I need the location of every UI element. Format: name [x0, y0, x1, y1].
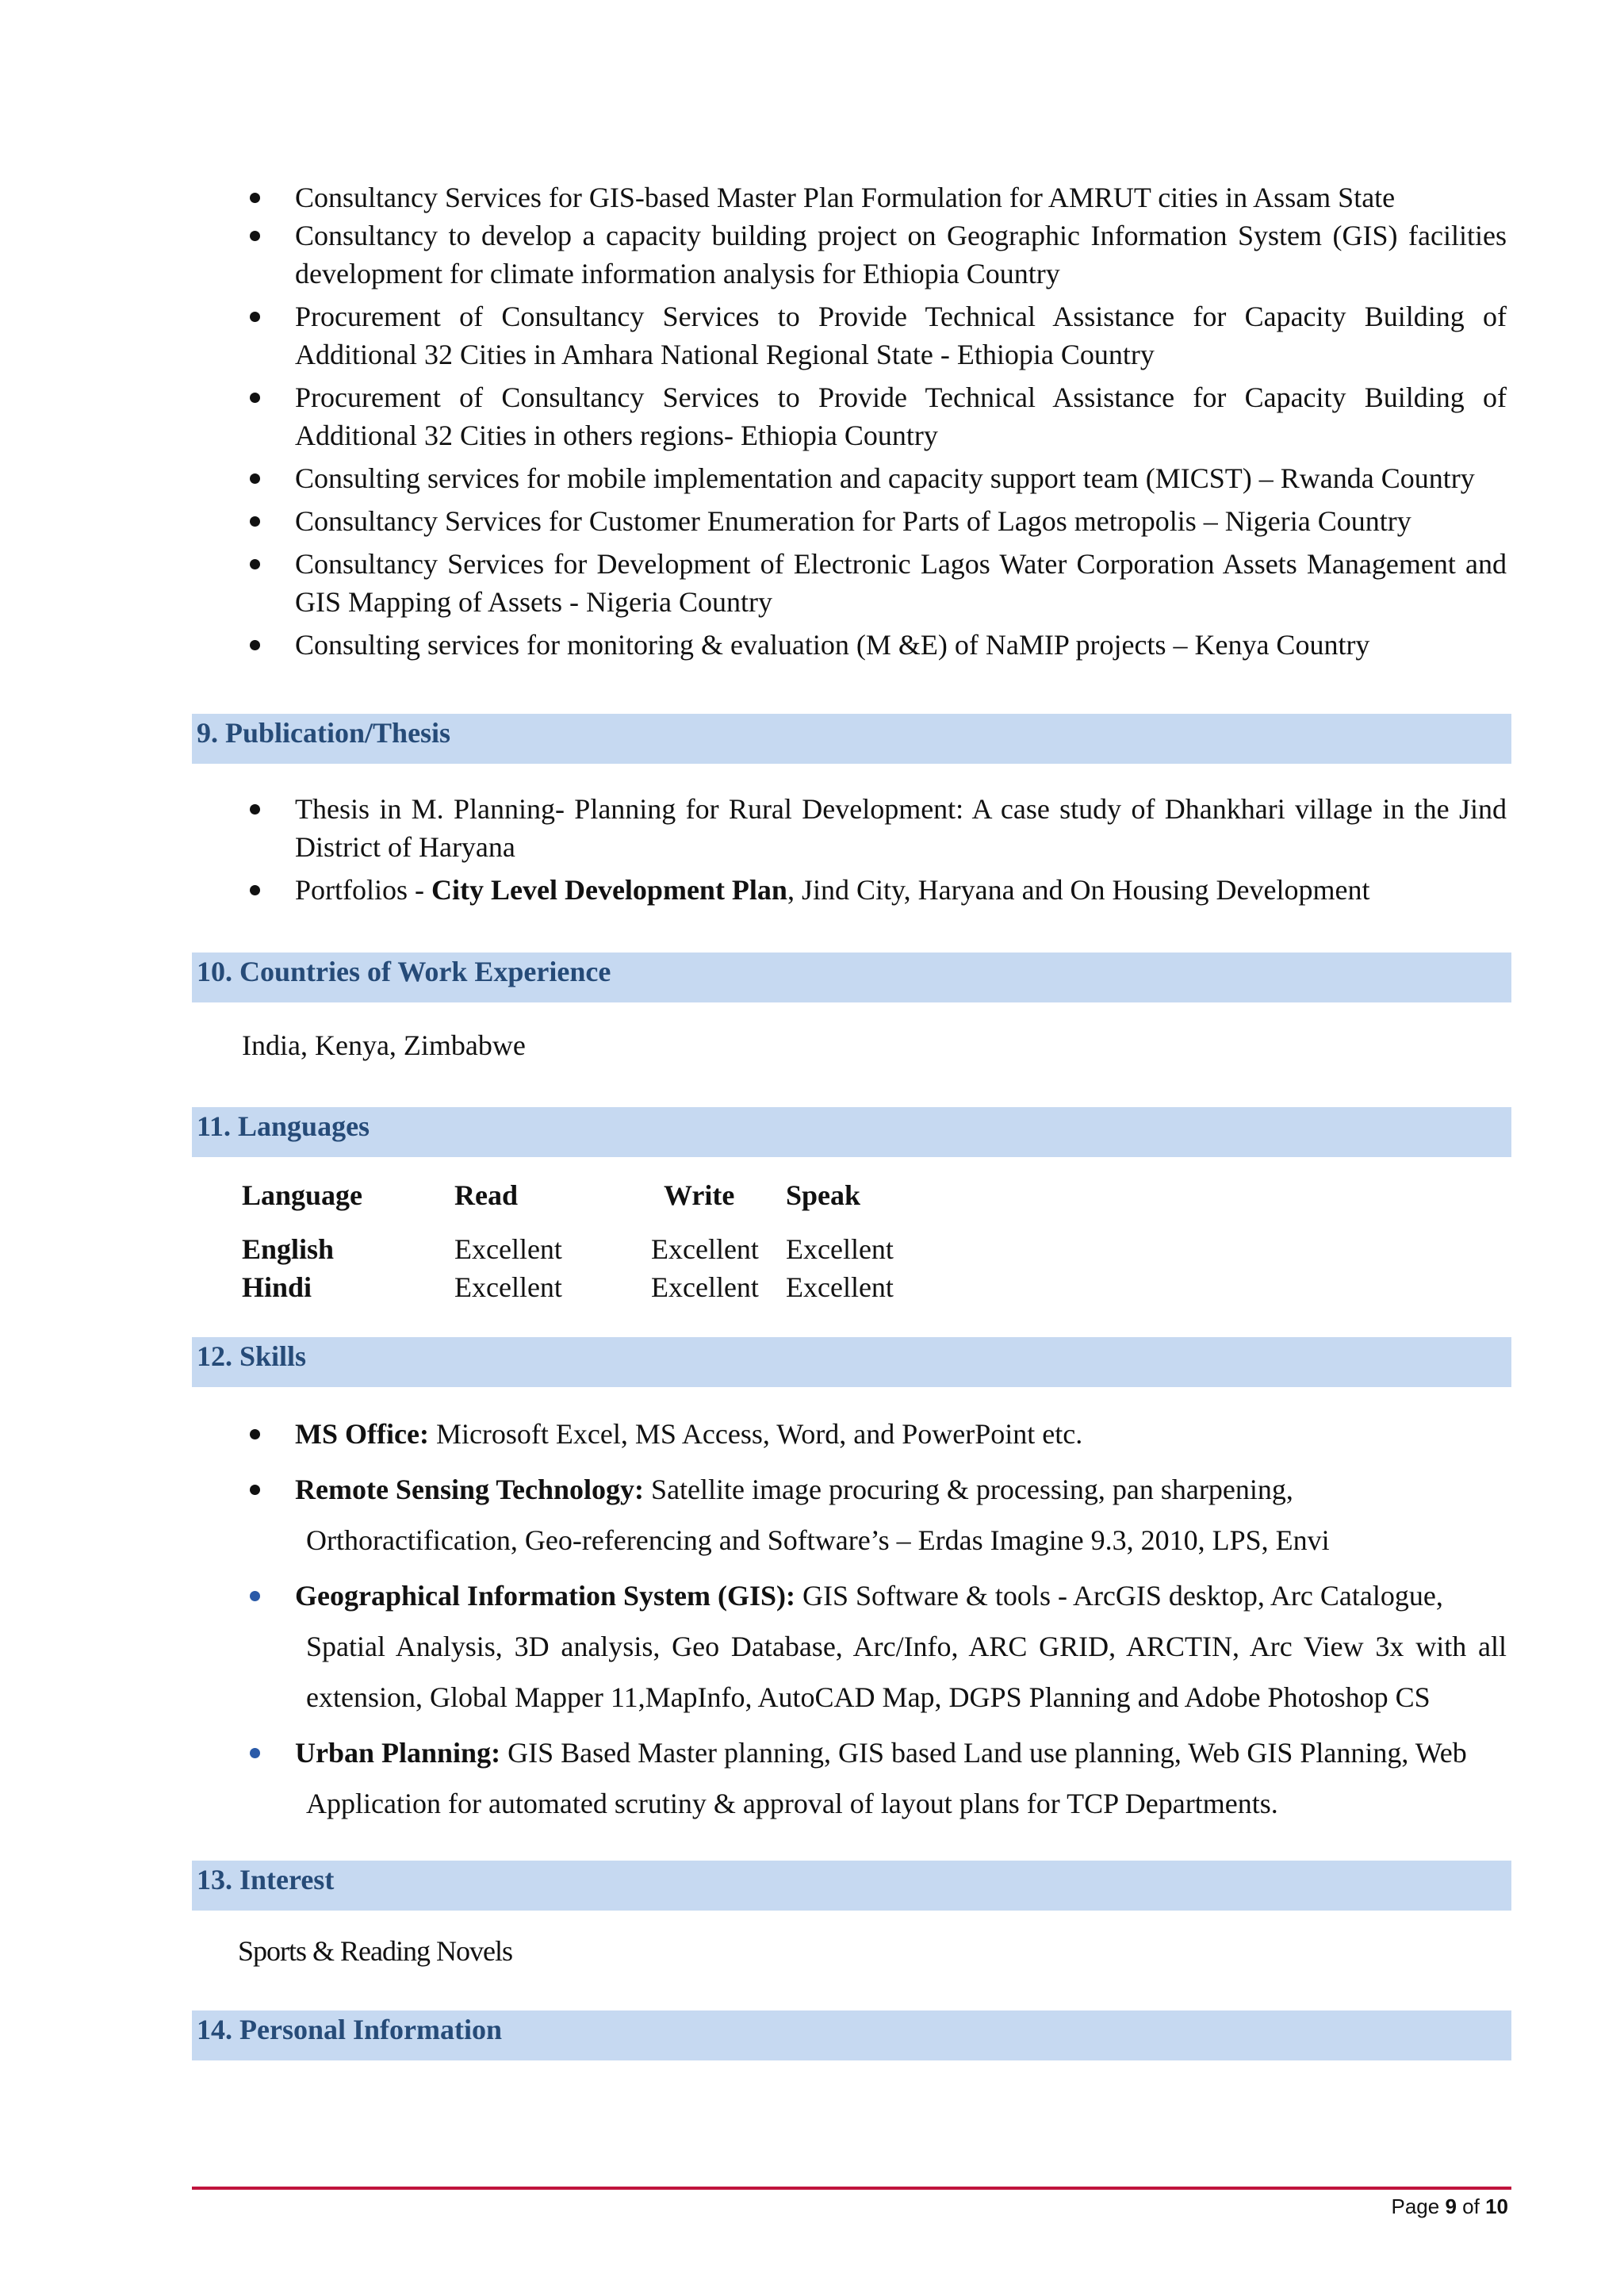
list-item [238, 626, 1507, 664]
list-item [238, 178, 1507, 217]
page-label: Page [1391, 2194, 1440, 2218]
skill-label: Remote Sensing Technology: [295, 1474, 645, 1505]
portfolio-suffix: , Jind City, Haryana and On Housing Development [787, 874, 1370, 906]
column-header: Read [454, 1179, 518, 1211]
list-item [238, 545, 1507, 621]
skill-item [238, 1464, 1507, 1566]
table-cell: Excellent [786, 1233, 894, 1265]
project-text: Consultancy Services for GIS-based Master Plan Formulation for AMRUT cities in Assam State [295, 182, 1396, 213]
bullet-icon [250, 559, 260, 569]
column-header: Speak [786, 1179, 861, 1211]
projects-list [238, 178, 1507, 664]
of-label: of [1462, 2194, 1480, 2218]
column-header: Write [664, 1179, 735, 1211]
project-text: Consulting services for monitoring & evaluation (M &E) of NaMIP projects – Kenya Country [295, 629, 1370, 661]
project-text: Procurement of Consultancy Services to Provide Technical Assistance for Capacity Building of Additional 32 Cities in others regions- Ethiopia Country [295, 381, 1507, 451]
table-cell: Excellent [454, 1271, 562, 1303]
section-title: 12. Skills [197, 1340, 307, 1372]
bullet-icon [250, 516, 260, 527]
skill-continuation: Orthoractification, Geo-referencing and Software’s – Erdas Imagine 9.3, 2010, LPS, Envi [306, 1524, 1330, 1556]
skill-item [238, 1570, 1507, 1723]
bullet-icon [250, 1748, 260, 1758]
project-text: Consulting services for mobile implementation and capacity support team (MICST) – Rwanda Country [295, 462, 1475, 494]
section-title: 9. Publication/Thesis [197, 717, 451, 749]
skill-label: Geographical Information System (GIS): [295, 1580, 795, 1612]
bullet-icon [250, 473, 260, 484]
skill-item [238, 1409, 1507, 1459]
section-title: 14. Personal Information [197, 2014, 502, 2045]
bullet-icon [250, 312, 260, 322]
section-heading-interest [192, 1861, 1511, 1911]
total-pages: 10 [1485, 2194, 1508, 2218]
bullet-icon [250, 393, 260, 403]
portfolio-bold: City Level Development Plan [431, 874, 787, 906]
bullet-icon [250, 885, 260, 895]
list-item [238, 378, 1507, 454]
section-heading-languages [192, 1107, 1511, 1157]
section-heading-countries [192, 953, 1511, 1002]
list-item [238, 790, 1507, 866]
section-heading-personal [192, 2010, 1511, 2060]
skill-text: Satellite image procuring & processing, pan sharpening, [651, 1474, 1293, 1505]
bullet-icon [250, 193, 260, 203]
section-title: 11. Languages [197, 1110, 370, 1142]
table-cell: Excellent [786, 1271, 894, 1303]
language-name: English [242, 1233, 335, 1265]
language-name: Hindi [242, 1271, 312, 1303]
bullet-icon [250, 231, 260, 241]
section-heading-skills [192, 1337, 1511, 1387]
list-item [238, 297, 1507, 374]
skill-text: Microsoft Excel, MS Access, Word, and PowerPoint etc. [435, 1418, 1083, 1450]
skill-text: GIS Based Master planning, GIS based Land use planning, Web GIS Planning, Web [508, 1737, 1467, 1769]
section-title: 10. Countries of Work Experience [197, 956, 611, 987]
project-text: Consultancy to develop a capacity building project on Geographic Information System (GIS) facilities development for climate information analysis for Ethiopia Country [295, 220, 1507, 289]
section-heading-publication [192, 714, 1511, 764]
list-item [238, 459, 1507, 497]
section-title: 13. Interest [197, 1864, 335, 1895]
table-row [242, 1230, 956, 1268]
skill-continuation: Spatial Analysis, 3D analysis, Geo Database, Arc/Info, ARC GRID, ARCTIN, Arc View 3x with all extension, Global Mapper 11,MapInfo, AutoCAD Map, DGPS Planning and Adobe Photoshop CS [306, 1631, 1507, 1713]
skill-continuation: Application for automated scrutiny & approval of layout plans for TCP Departments. [306, 1788, 1278, 1819]
skill-label: Urban Planning: [295, 1737, 501, 1769]
bullet-icon [250, 1591, 260, 1601]
portfolio-prefix: Portfolios - [295, 874, 432, 906]
list-item [238, 502, 1507, 540]
project-text: Consultancy Services for Customer Enumeration for Parts of Lagos metropolis – Nigeria Country [295, 505, 1411, 537]
table-cell: Excellent [454, 1233, 562, 1265]
skill-label: MS Office: [295, 1418, 429, 1450]
skill-item [238, 1727, 1507, 1829]
bullet-icon [250, 640, 260, 650]
table-header-row [242, 1176, 956, 1214]
bullet-icon [250, 1429, 260, 1439]
table-cell: Excellent [651, 1233, 759, 1265]
thesis-text: Thesis in M. Planning- Planning for Rural Development: A case study of Dhankhari village in the Jind District of Haryana [295, 793, 1507, 863]
skills-list [238, 1409, 1507, 1829]
table-row [242, 1268, 956, 1306]
interest-text: Sports & Reading Novels [238, 1935, 512, 1967]
publication-list [238, 790, 1507, 909]
countries-text: India, Kenya, Zimbabwe [242, 1029, 526, 1061]
table-cell: Excellent [651, 1271, 759, 1303]
list-item [238, 217, 1507, 293]
project-text: Consultancy Services for Development of Electronic Lagos Water Corporation Assets Management and GIS Mapping of Assets - Nigeria Country [295, 548, 1507, 618]
bullet-icon [250, 804, 260, 815]
current-page: 9 [1445, 2194, 1457, 2218]
footer-rule [192, 2187, 1511, 2190]
column-header: Language [242, 1179, 363, 1211]
bullet-icon [250, 1485, 260, 1495]
list-item [238, 871, 1507, 909]
page-number [1391, 2193, 1508, 2220]
project-text: Procurement of Consultancy Services to Provide Technical Assistance for Capacity Building of Additional 32 Cities in Amhara National Regional State - Ethiopia Country [295, 301, 1507, 370]
skill-text: GIS Software & tools - ArcGIS desktop, Arc Catalogue, [802, 1580, 1443, 1612]
